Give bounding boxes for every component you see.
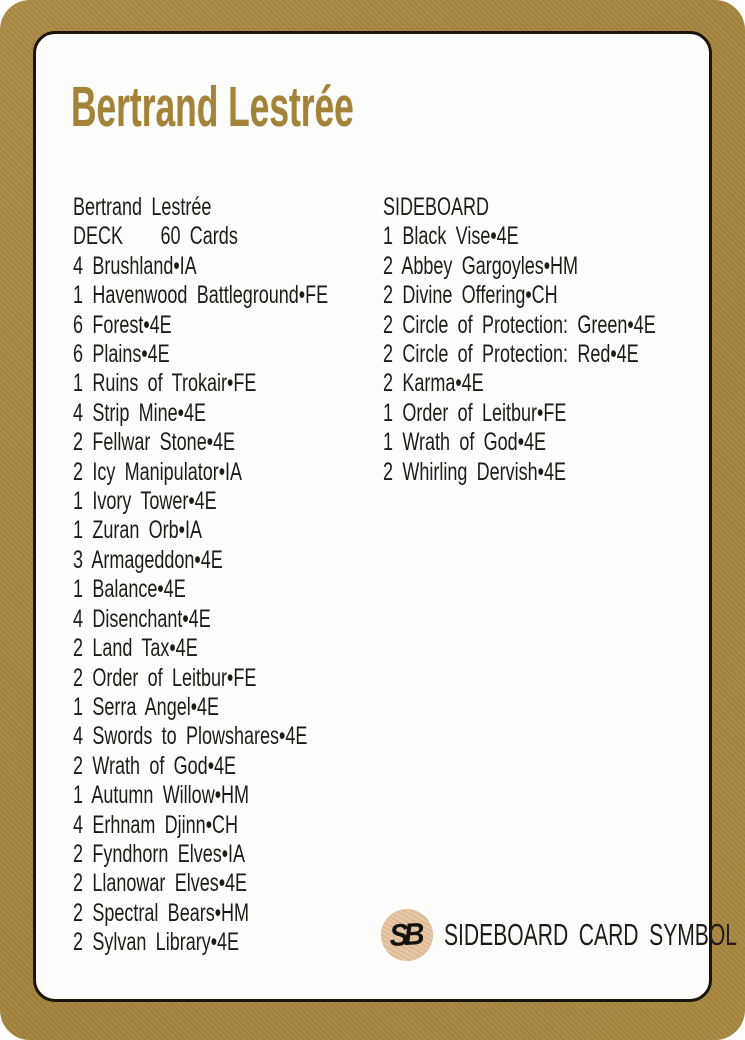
deck-list-item: 2 Order of Leitbur•FE	[73, 663, 257, 692]
deck-list-item: 4 Swords to Plowshares•4E	[73, 722, 308, 751]
deck-list-item: 1 Autumn Willow•HM	[73, 781, 249, 810]
sideboard-list-item: 1 Black Vise•4E	[383, 222, 519, 251]
deck-list-item: 2 Land Tax•4E	[73, 634, 198, 663]
deck-list-item: 1 Ruins of Trokair•FE	[73, 369, 257, 398]
deck-list-item: 4 Brushland•IA	[73, 251, 197, 280]
deck-header	[73, 222, 328, 251]
sideboard-list-item: 2 Abbey Gargoyles•HM	[383, 251, 579, 280]
deck-player-name: Bertrand Lestrée	[73, 193, 212, 221]
deck-count: 60 Cards	[160, 222, 238, 251]
deck-column	[73, 193, 328, 958]
sideboard-list-item: 1 Order of Leitbur•FE	[383, 398, 567, 427]
deck-list-item: 6 Forest•4E	[73, 310, 172, 339]
deck-list-item: 2 Icy Manipulator•IA	[73, 457, 243, 486]
deck-list-item: 1 Serra Angel•4E	[73, 692, 220, 721]
sideboard-list-item: 2 Divine Offering•CH	[383, 281, 558, 310]
deck-list	[73, 252, 328, 958]
sb-symbol-text: SB	[388, 916, 421, 953]
deck-list-item: 1 Havenwood Battleground•FE	[73, 281, 329, 310]
page-title: Bertrand Lestrée	[71, 75, 354, 139]
sideboard-list-item: 2 Karma•4E	[383, 369, 484, 398]
deck-list-item: 3 Armageddon•4E	[73, 545, 223, 574]
sideboard-list-item: 2 Circle of Protection: Green•4E	[383, 310, 656, 339]
sideboard-symbol-label: SIDEBOARD CARD SYMBOL	[444, 917, 737, 952]
sideboard-list	[383, 222, 656, 487]
sideboard-list-item: 2 Circle of Protection: Red•4E	[383, 340, 639, 369]
deck-list-item: 2 Wrath of God•4E	[73, 751, 237, 780]
sideboard-symbol-icon	[381, 909, 433, 961]
sideboard-column	[383, 193, 656, 487]
deck-list-item: 2 Fellwar Stone•4E	[73, 428, 236, 457]
sideboard-header: SIDEBOARD	[383, 193, 490, 221]
deck-list-item: 4 Erhnam Djinn•CH	[73, 810, 239, 839]
sideboard-list-item: 2 Whirling Dervish•4E	[383, 457, 567, 486]
deck-label: DECK	[73, 222, 124, 251]
sideboard-list-item: 1 Wrath of God•4E	[383, 428, 547, 457]
deck-list-item: 4 Disenchant•4E	[73, 604, 211, 633]
deck-list-item: 2 Llanowar Elves•4E	[73, 869, 248, 898]
deck-list-item: 2 Fyndhorn Elves•IA	[73, 839, 246, 868]
deck-list-item: 4 Strip Mine•4E	[73, 398, 206, 427]
deck-list-item: 1 Ivory Tower•4E	[73, 487, 217, 516]
deck-list-item: 1 Zuran Orb•IA	[73, 516, 202, 545]
deck-list-item: 2 Sylvan Library•4E	[73, 928, 240, 957]
deck-list-item: 2 Spectral Bears•HM	[73, 898, 250, 927]
deck-list-item: 1 Balance•4E	[73, 575, 186, 604]
deck-list-item: 6 Plains•4E	[73, 340, 170, 369]
sideboard-symbol-legend	[381, 909, 745, 961]
